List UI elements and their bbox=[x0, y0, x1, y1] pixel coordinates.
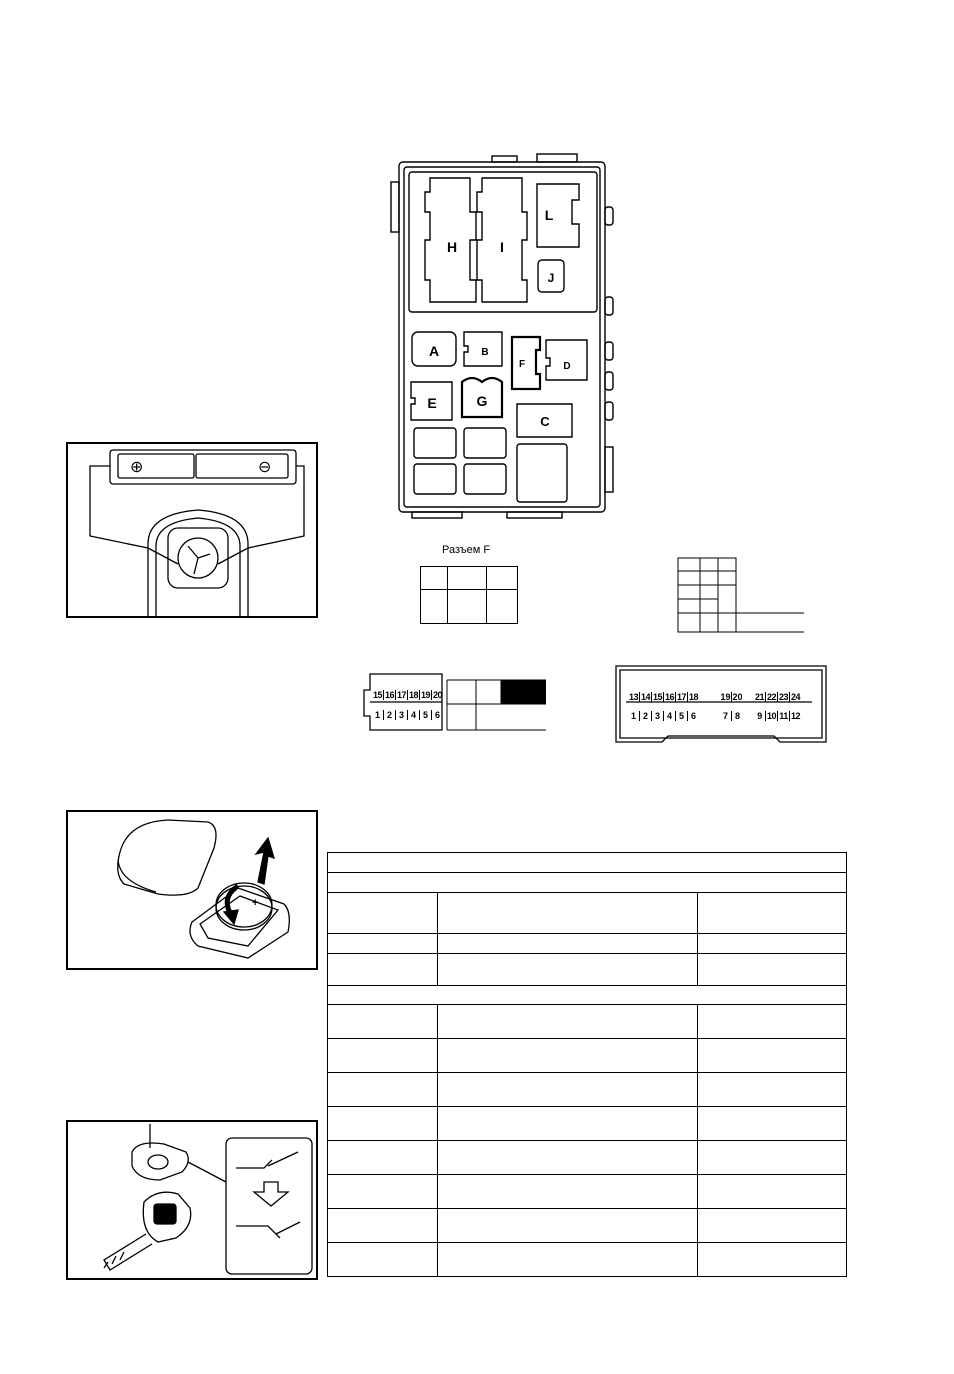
pin: 19 bbox=[420, 690, 430, 700]
figure-key-disassembly bbox=[66, 1120, 318, 1280]
block-label-b: B bbox=[481, 347, 489, 358]
pin: 14 bbox=[640, 692, 650, 702]
pin: 15 bbox=[372, 690, 382, 700]
fuse-box-outline bbox=[382, 152, 622, 524]
table-row bbox=[328, 1209, 847, 1243]
table-row bbox=[328, 1039, 847, 1073]
table-row bbox=[328, 893, 847, 934]
connector-24-bottom-left bbox=[628, 711, 699, 721]
pin: 1 bbox=[628, 711, 640, 721]
connector-24-top-left bbox=[628, 692, 699, 702]
connector-20-top-row bbox=[372, 690, 443, 700]
connector-20-pin bbox=[362, 668, 452, 736]
pin: 22 bbox=[766, 692, 776, 702]
connector-20-table bbox=[446, 679, 548, 731]
pin: 17 bbox=[396, 690, 406, 700]
connector-24-top-right bbox=[754, 692, 801, 702]
connector-small-grid bbox=[677, 557, 807, 633]
pin: 4 bbox=[664, 711, 676, 721]
connector-24-pin bbox=[612, 662, 830, 746]
pin: 5 bbox=[420, 710, 432, 720]
pin: 6 bbox=[434, 710, 440, 720]
connector-20-bottom-row bbox=[372, 710, 443, 720]
pin: 19 bbox=[720, 692, 731, 702]
table-row bbox=[328, 1073, 847, 1107]
connector-f-grid bbox=[420, 566, 518, 624]
pin: 2 bbox=[384, 710, 396, 720]
block-label-f: F bbox=[518, 359, 526, 370]
plus-mark: + bbox=[252, 897, 259, 909]
pin: 16 bbox=[384, 690, 394, 700]
block-label-c: C bbox=[540, 414, 550, 429]
pin: 20 bbox=[432, 690, 442, 700]
pin: 9 bbox=[754, 711, 766, 721]
relay-label-h: H bbox=[446, 239, 458, 255]
table-row bbox=[328, 1243, 847, 1277]
connector-24-top-mid bbox=[720, 692, 743, 702]
pin: 21 bbox=[754, 692, 764, 702]
minus-icon: ⊖ bbox=[258, 459, 272, 476]
table-row bbox=[328, 954, 847, 986]
table-row bbox=[328, 1107, 847, 1141]
fuse-box-diagram bbox=[382, 152, 622, 524]
pin: 12 bbox=[790, 711, 800, 721]
pin: 6 bbox=[690, 711, 696, 721]
pin: 2 bbox=[640, 711, 652, 721]
relay-label-j: J bbox=[547, 271, 555, 285]
table-row bbox=[328, 1175, 847, 1209]
pin: 11 bbox=[778, 711, 790, 721]
pin: 18 bbox=[408, 690, 418, 700]
table-row bbox=[328, 934, 847, 954]
pin: 3 bbox=[396, 710, 408, 720]
block-label-a: A bbox=[428, 343, 440, 359]
pin: 24 bbox=[790, 692, 800, 702]
pin: 23 bbox=[778, 692, 788, 702]
relay-label-l: L bbox=[544, 207, 554, 223]
pin: 13 bbox=[628, 692, 638, 702]
pin: 5 bbox=[676, 711, 688, 721]
block-label-e: E bbox=[427, 395, 437, 411]
table-row bbox=[328, 873, 847, 893]
connector-24-bottom-right bbox=[754, 711, 801, 721]
pin: 17 bbox=[676, 692, 686, 702]
connector-24-bottom-mid bbox=[720, 711, 743, 721]
table-row bbox=[328, 853, 847, 873]
pin: 18 bbox=[688, 692, 698, 702]
pin: 3 bbox=[652, 711, 664, 721]
data-table bbox=[327, 852, 847, 1277]
pin: 16 bbox=[664, 692, 674, 702]
table-row bbox=[328, 1005, 847, 1039]
pin: 8 bbox=[734, 711, 740, 721]
relay-label-i: I bbox=[500, 239, 504, 255]
pin: 4 bbox=[408, 710, 420, 720]
figure-battery-replacement bbox=[66, 810, 318, 970]
pin: 1 bbox=[372, 710, 384, 720]
pin: 15 bbox=[652, 692, 662, 702]
plus-icon: ⊕ bbox=[130, 459, 144, 476]
pin: 10 bbox=[766, 711, 776, 721]
block-label-g: G bbox=[476, 393, 488, 409]
figure-battery-test bbox=[66, 442, 318, 618]
block-label-d: D bbox=[563, 361, 571, 372]
table-row bbox=[328, 1141, 847, 1175]
pin: 7 bbox=[720, 711, 732, 721]
table-row bbox=[328, 986, 847, 1005]
connector-f-caption: Разъем F bbox=[442, 544, 491, 556]
pin: 20 bbox=[732, 692, 743, 702]
